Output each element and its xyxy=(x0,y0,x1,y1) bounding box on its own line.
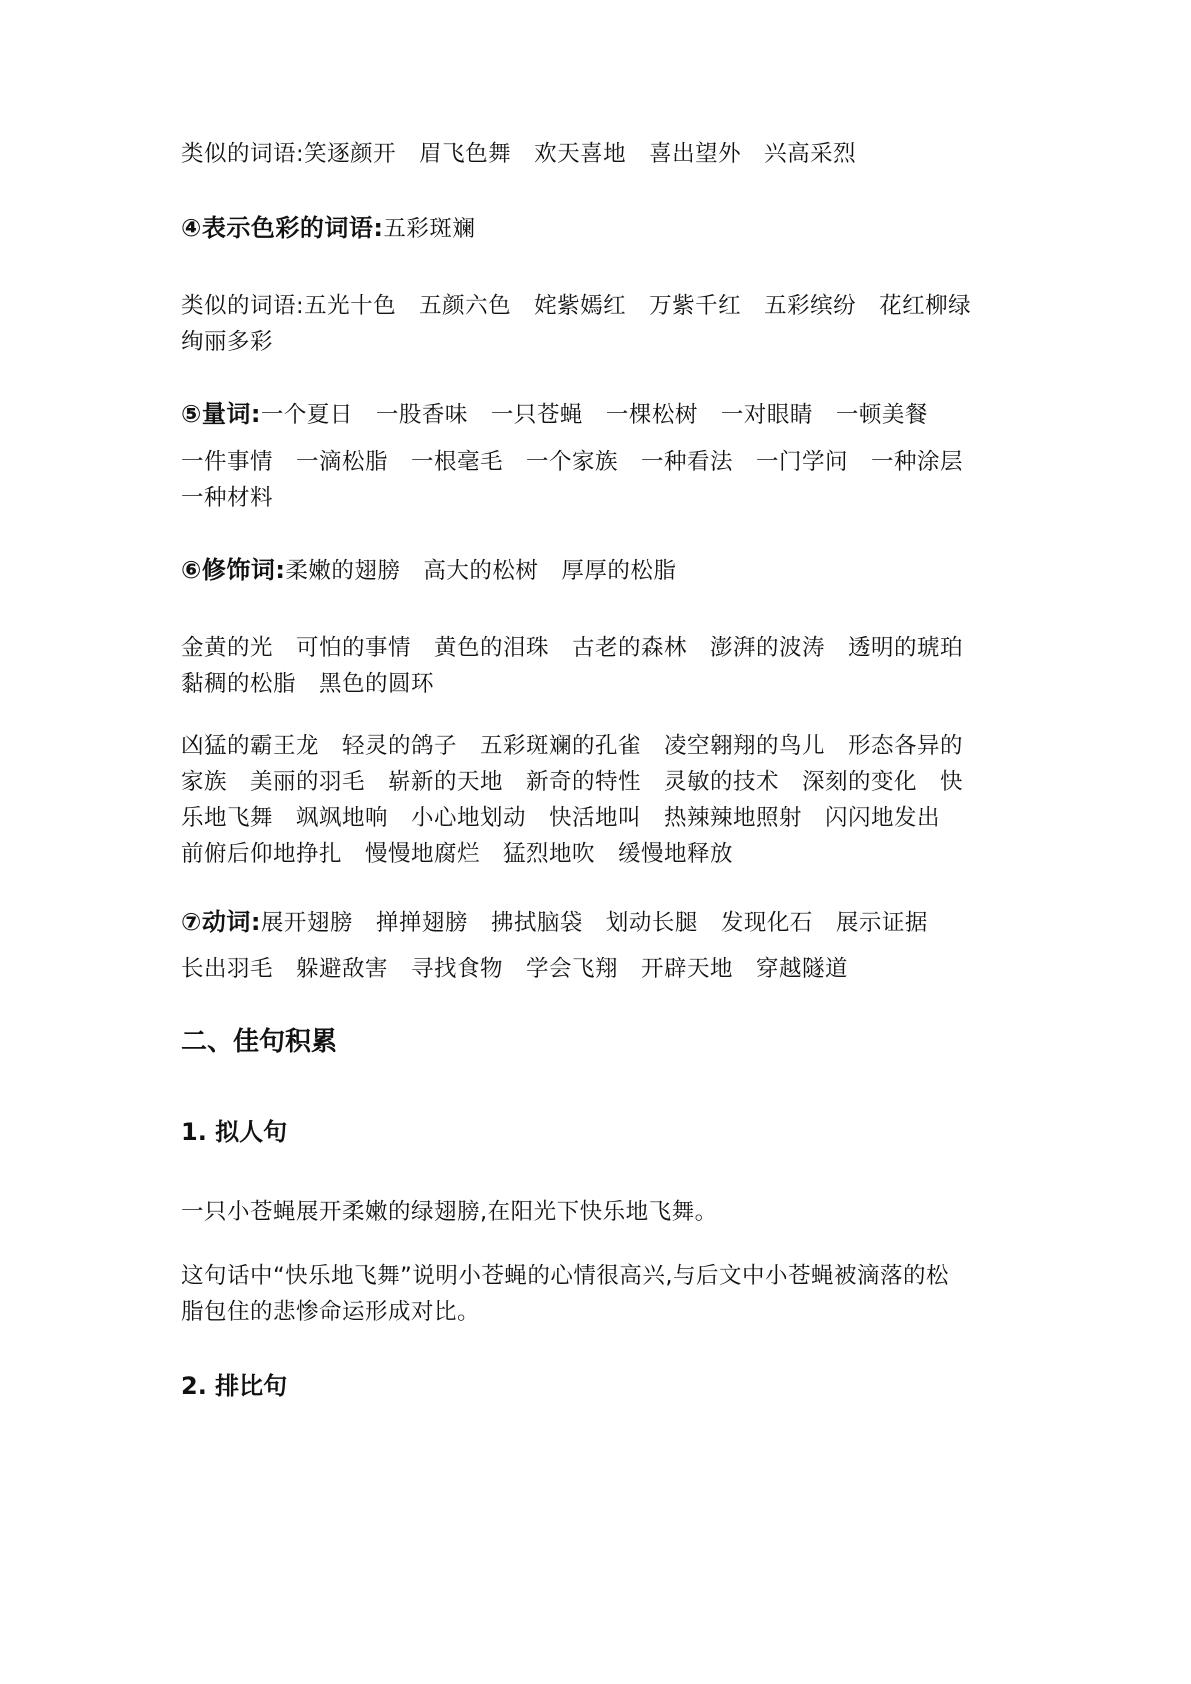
modifier-words-more xyxy=(181,630,1021,702)
color-words-text: 五彩斑斓 xyxy=(383,216,476,242)
measure-words-more-text: 一件事情 一滴松脂 一根毫毛 一个家族 一种看法 一门学问 一种涂层 一种材料 xyxy=(181,449,964,511)
color-words-heading: ④表示色彩的词语: xyxy=(181,214,384,242)
modifier-words-text: 柔嫩的翅膀 高大的松树 厚厚的松脂 xyxy=(285,558,677,584)
modifier-words-line xyxy=(181,552,1021,589)
similar-words-color xyxy=(181,288,1021,360)
color-words-line xyxy=(181,210,1021,247)
similar-words-color-text: 类似的词语:五光十色 五颜六色 姹紫嫣红 万紫千红 五彩缤纷 花红柳绿 绚丽多彩 xyxy=(181,293,972,355)
measure-words-line xyxy=(181,396,1021,433)
section-title-good-sentences: 二、佳句积累 xyxy=(181,1027,338,1057)
subsection-title-personification: 1. 拟人句 xyxy=(181,1118,288,1146)
measure-words-heading: ⑤量词: xyxy=(181,400,261,428)
modifier-words-more-text: 金黄的光 可怕的事情 黄色的泪珠 古老的森林 澎湃的波涛 透明的琥珀 黏稠的松脂 黑色的圆环 xyxy=(181,635,964,697)
similar-words-joy xyxy=(181,136,1021,172)
verb-words-heading: ⑦动词: xyxy=(181,908,261,936)
subsection-title-parallelism: 2. 排比句 xyxy=(181,1372,288,1400)
measure-words-more xyxy=(181,444,1021,516)
similar-words-joy-text: 类似的词语:笑逐颜开 眉飞色舞 欢天喜地 喜出望外 兴高采烈 xyxy=(181,141,857,167)
modifier-words-heading: ⑥修饰词: xyxy=(181,556,286,584)
verb-words-more-text: 长出羽毛 躲避敌害 寻找食物 学会飞翔 开辟天地 穿越隧道 xyxy=(181,956,849,982)
modifier-words-extended-text: 凶猛的霸王龙 轻灵的鸽子 五彩斑斓的孔雀 凌空翱翔的鸟儿 形态各异的 家族 美丽的羽毛 崭新的天地 新奇的特性 灵敏的技术 深刻的变化 快 乐地飞舞 飒飒地响 小心地划动 快活地叫 热辣辣地照射 闪闪地发出 前俯后仰地挣扎 慢慢地腐烂 猛烈地吹 缓慢地释放 xyxy=(181,733,964,867)
example-sentence xyxy=(181,1194,1021,1230)
verb-words-line xyxy=(181,904,1021,941)
verb-words-text: 展开翅膀 掸掸翅膀 拂拭脑袋 划动长腿 发现化石 展示证据 xyxy=(260,910,928,936)
example-sentence-text: 一只小苍蝇展开柔嫩的绿翅膀,在阳光下快乐地飞舞。 xyxy=(181,1199,718,1225)
verb-words-more xyxy=(181,951,1021,987)
measure-words-text: 一个夏日 一股香味 一只苍蝇 一棵松树 一对眼睛 一顿美餐 xyxy=(260,402,928,428)
modifier-words-extended xyxy=(181,728,1021,872)
sentence-analysis xyxy=(181,1258,1021,1330)
sentence-analysis-text: 这句话中“快乐地飞舞”说明小苍蝇的心情很高兴,与后文中小苍蝇被滴落的松 脂包住的悲惨命运形成对比。 xyxy=(181,1263,949,1325)
